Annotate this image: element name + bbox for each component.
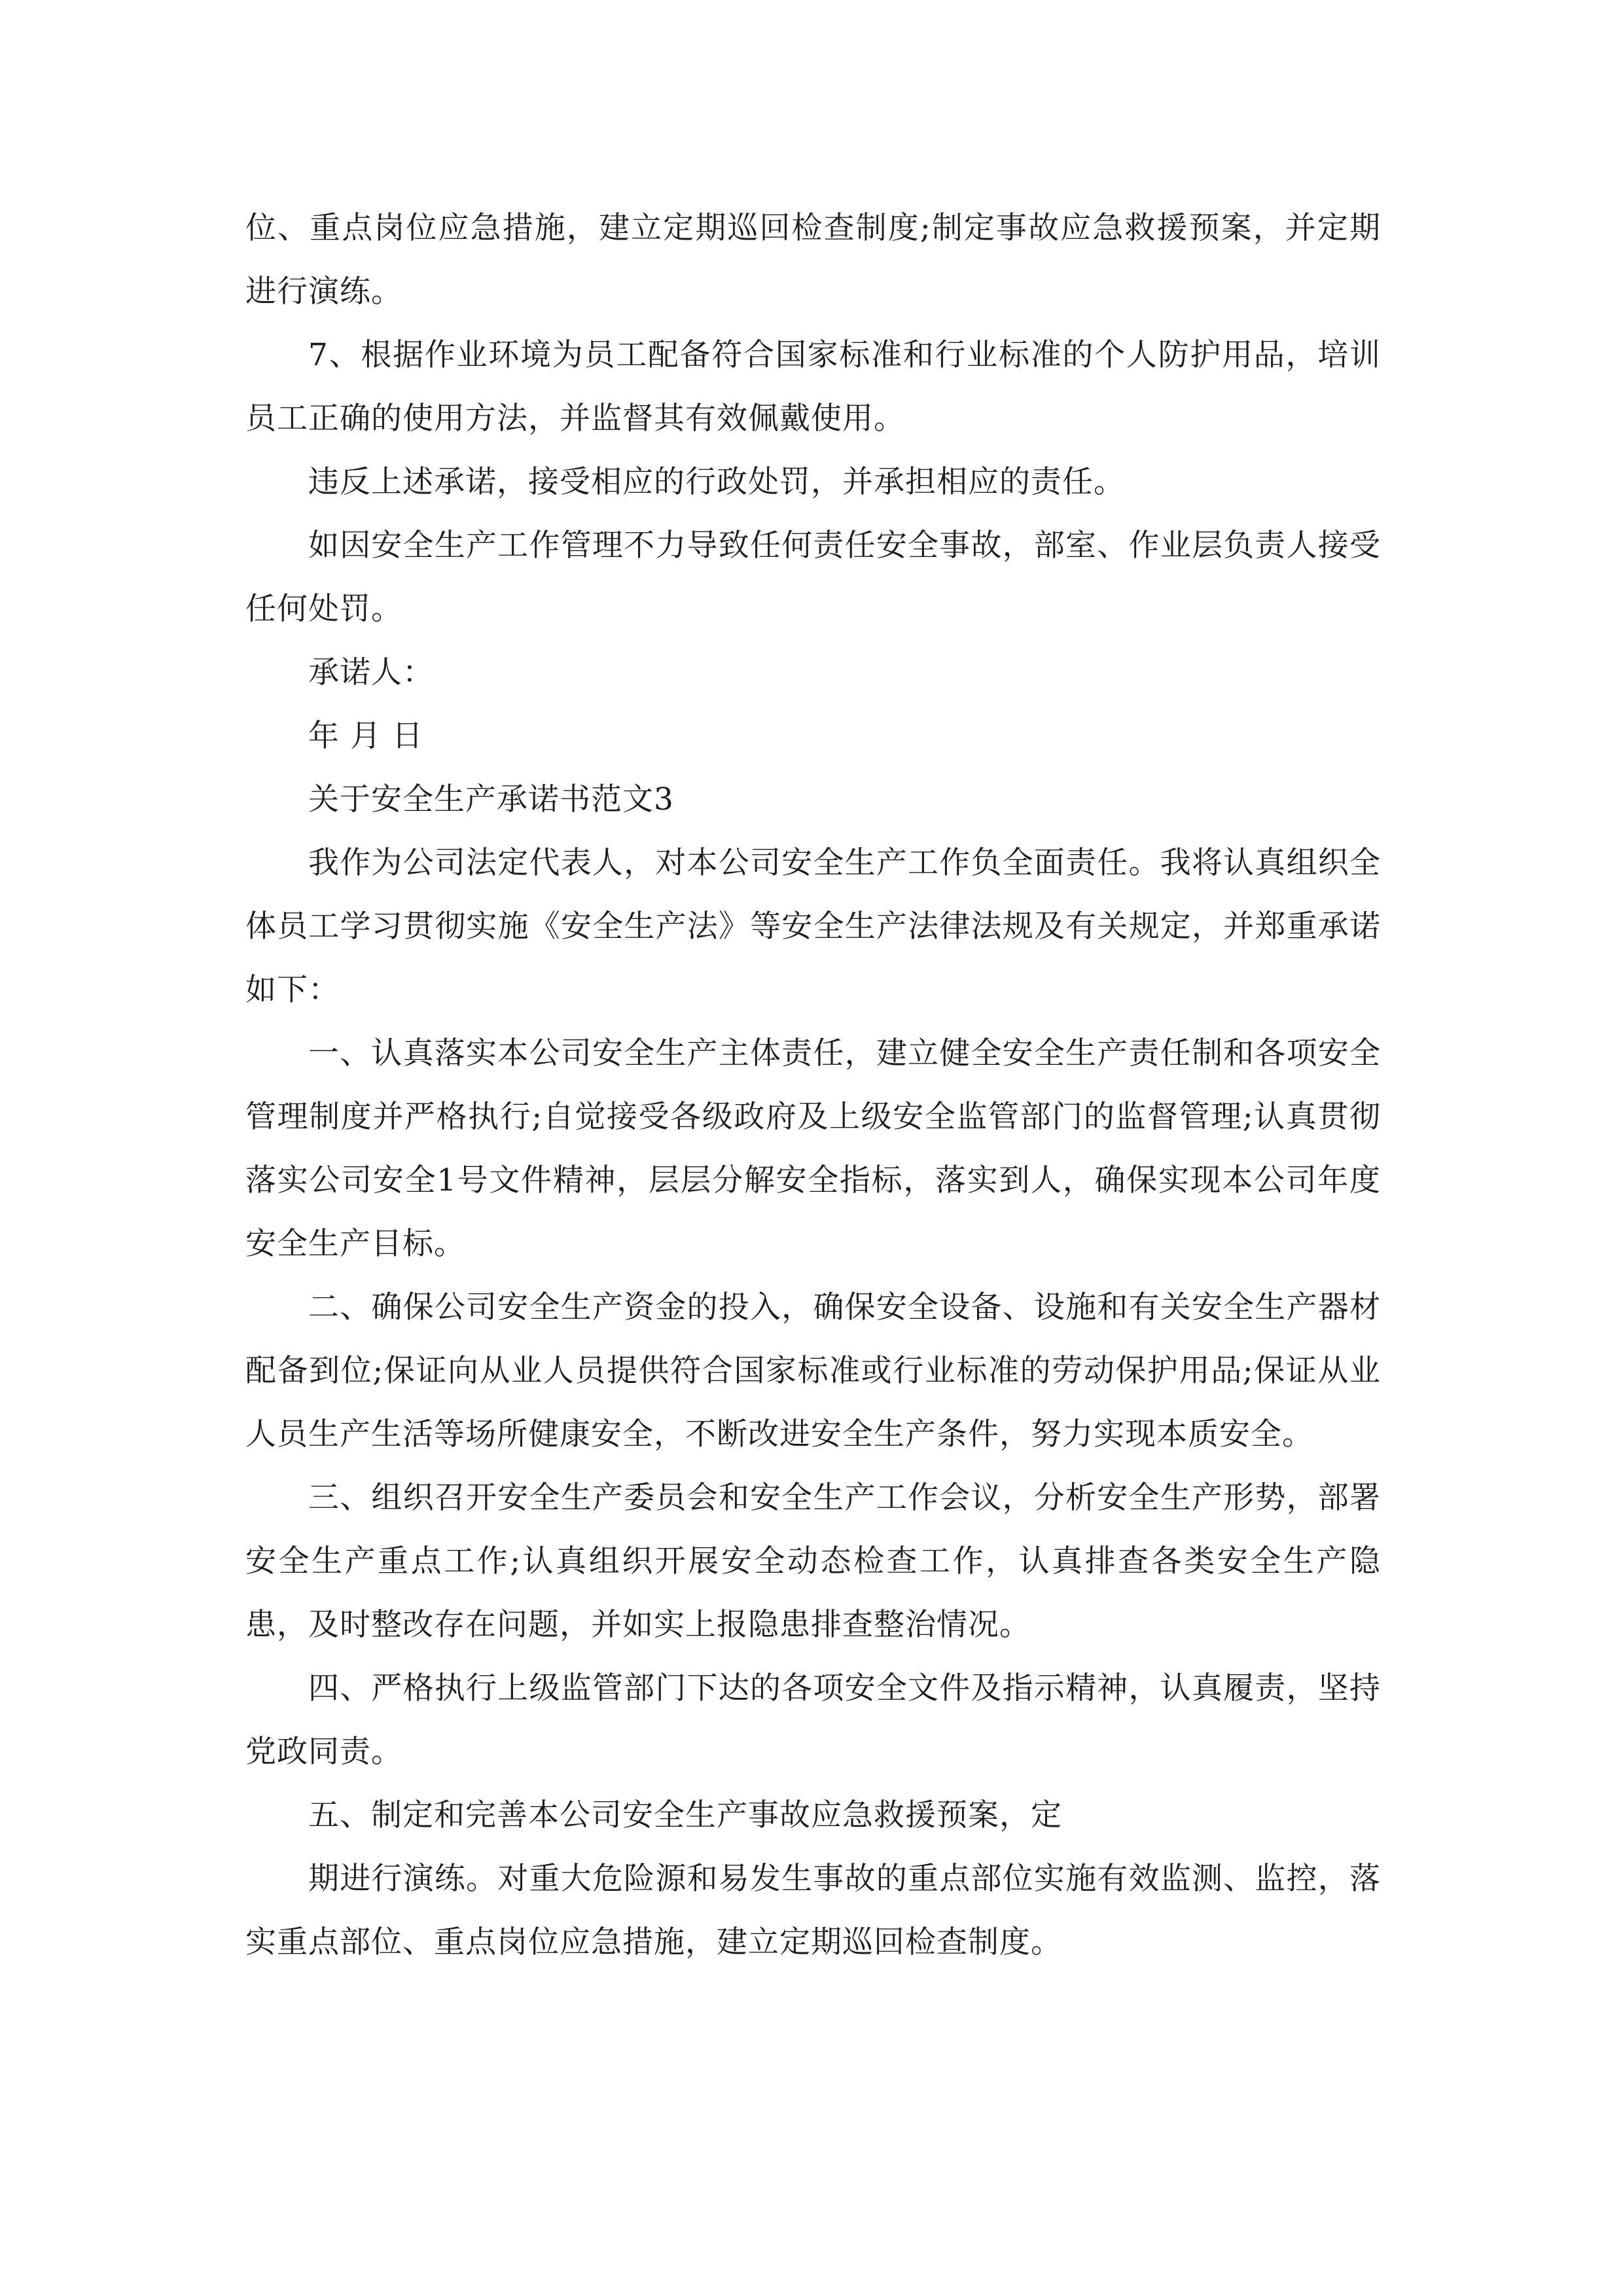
paragraph-point-5-continued: 期进行演练。对重大危险源和易发生事故的重点部位实施有效监测、监控，落实重点部位、重点岗位应急措施，建立定期巡回检查制度。 <box>245 1861 1381 1960</box>
paragraph-point-1: 一、认真落实本公司安全生产主体责任，建立健全安全生产责任制和各项安全管理制度并严格执行;自觉接受各级政府及上级安全监管部门的监督管理;认真贯彻落实公司安全1号文件精神，层层分解安全指标，落实到人，确保实现本公司年度安全生产目标。 <box>245 1035 1381 1262</box>
document-body <box>245 196 1381 1974</box>
section-heading: 关于安全生产承诺书范文3 <box>308 781 674 817</box>
paragraph-point-4: 四、严格执行上级监管部门下达的各项安全文件及指示精神，认真履责，坚持党政同责。 <box>245 1670 1381 1770</box>
paragraph-continuation: 位、重点岗位应急措施，建立定期巡回检查制度;制定事故应急救援预案，并定期进行演练。 <box>245 210 1381 310</box>
paragraph-point-5: 五、制定和完善本公司安全生产事故应急救援预案，定 <box>308 1797 1062 1833</box>
paragraph-point-3: 三、组织召开安全生产委员会和安全生产工作会议，分析安全生产形势，部署安全生产重点工作;认真组织开展安全动态检查工作，认真排查各类安全生产隐患，及时整改存在问题，并如实上报隐患排查整治情况。 <box>245 1480 1381 1643</box>
paragraph-item-7: 7、根据作业环境为员工配备符合国家标准和行业标准的个人防护用品，培训员工正确的使用方法，并监督其有效佩戴使用。 <box>245 337 1381 437</box>
date-line: 年 月 日 <box>308 718 423 754</box>
paragraph-intro: 我作为公司法定代表人，对本公司安全生产工作负全面责任。我将认真组织全体员工学习贯彻实施《安全生产法》等安全生产法律法规及有关规定，并郑重承诺如下： <box>245 845 1381 1008</box>
paragraph-point-2: 二、确保公司安全生产资金的投入，确保安全设备、设施和有关安全生产器材配备到位;保证向从业人员提供符合国家标准或行业标准的劳动保护用品;保证从业人员生产生活等场所健康安全，不断改进安全生产条件，努力实现本质安全。 <box>245 1289 1381 1452</box>
signature-label: 承诺人： <box>308 655 434 691</box>
paragraph-responsibility: 如因安全生产工作管理不力导致任何责任安全事故，部室、作业层负责人接受任何处罚。 <box>245 528 1381 627</box>
paragraph-violation: 违反上述承诺，接受相应的行政处罚，并承担相应的责任。 <box>308 464 1125 500</box>
